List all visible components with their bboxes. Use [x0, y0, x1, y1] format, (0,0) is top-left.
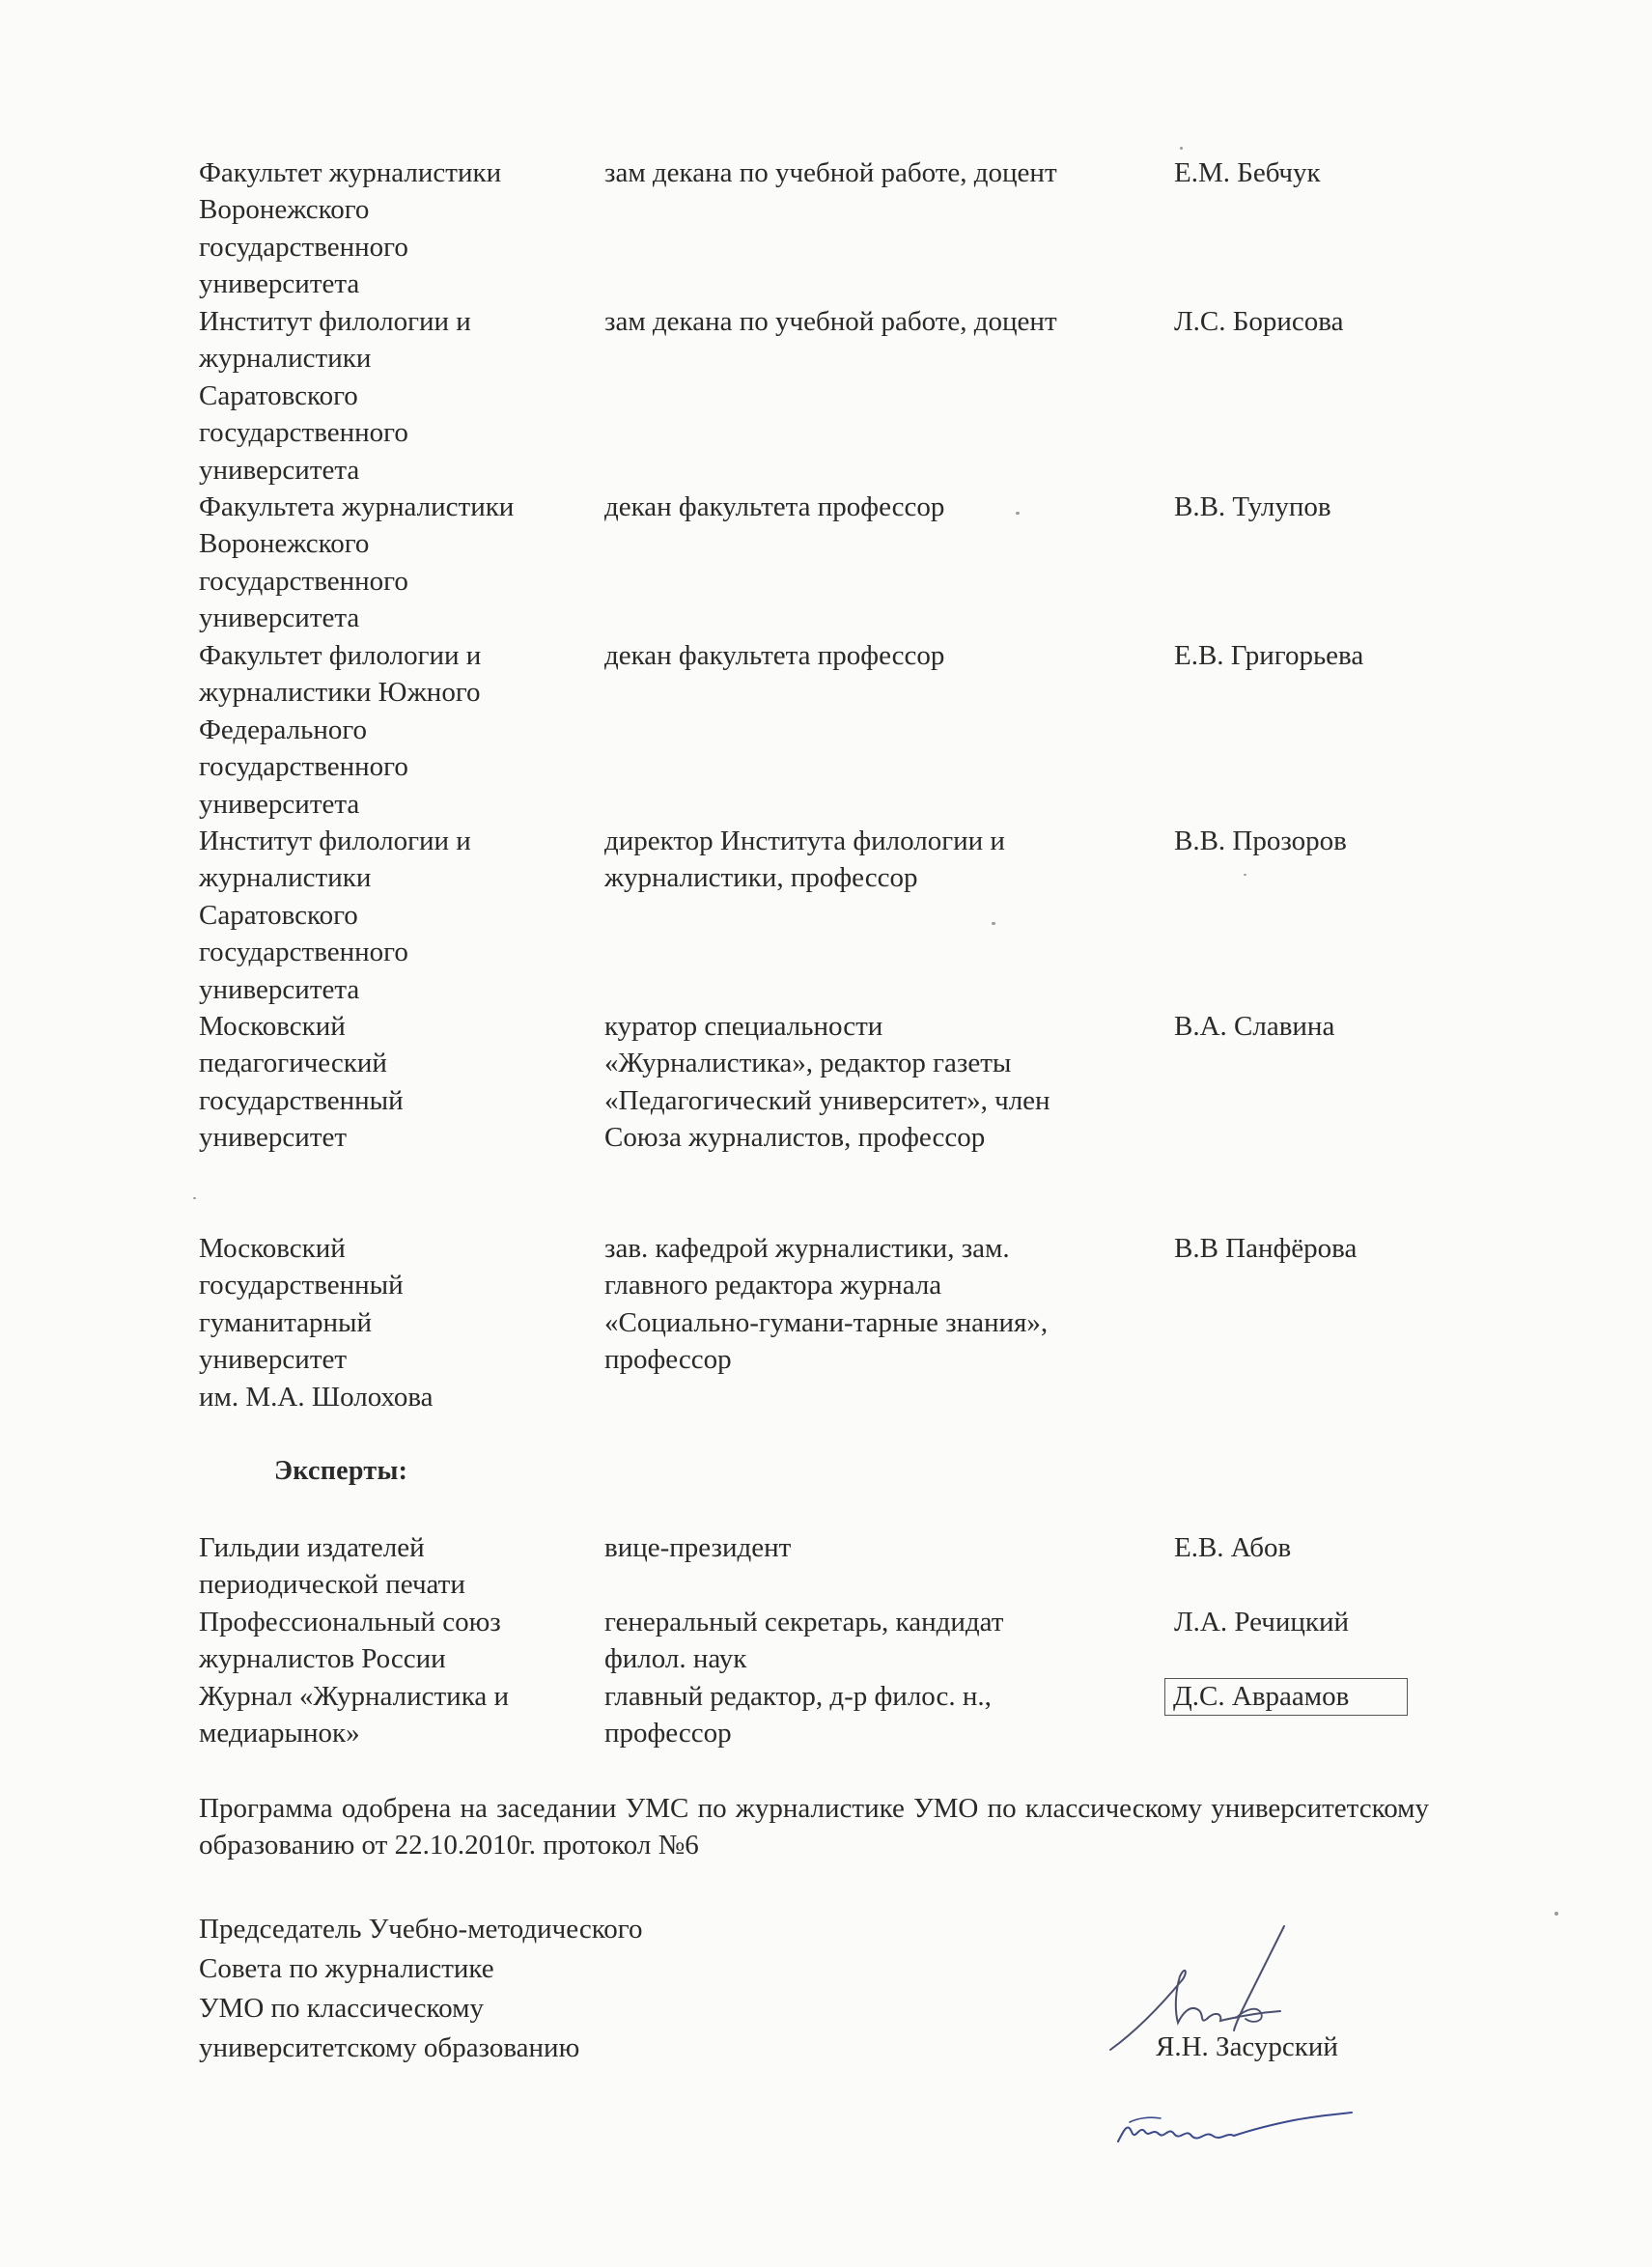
member-position: зам декана по учебной работе, доцент [604, 306, 1057, 337]
member-org: Московский государственный гуманитарный университет им. М.А. Шолохова [199, 1233, 434, 1413]
experts-list [199, 1529, 1454, 1752]
member-name: Е.В. Григорьева [1174, 640, 1364, 671]
member-position: директор Института филологии и журналистики, профессор [604, 826, 1005, 894]
member-position: декан факультета профессор [604, 640, 945, 671]
initials-signature-icon [1110, 2103, 1361, 2161]
member-org: Факультета журналистики Воронежского государственного университета [199, 491, 515, 634]
member-org: Институт филологии и журналистики Саратовского государственного университета [199, 826, 471, 1005]
member-org: Московский педагогический государственный университет [199, 1011, 404, 1154]
expert-org: Гильдии издателей периодической печати [199, 1532, 465, 1601]
expert-row [199, 1604, 1454, 1678]
signature-icon [1091, 1917, 1361, 2061]
member-row [199, 823, 1454, 1008]
member-org: Факультет филологии и журналистики Южного Федерального государственного университета [199, 640, 482, 820]
member-row [199, 1230, 1454, 1415]
member-name: В.В. Тулупов [1174, 491, 1331, 522]
expert-position: вице-президент [604, 1532, 792, 1563]
scan-speck [1244, 874, 1246, 876]
scan-speck [992, 922, 995, 925]
scan-speck [1554, 1912, 1558, 1916]
member-name: В.В. Прозоров [1174, 826, 1347, 856]
member-name: Л.С. Борисова [1174, 306, 1344, 337]
member-position: зам декана по учебной работе, доцент [604, 157, 1057, 188]
member-row [199, 1008, 1454, 1230]
expert-row [199, 1678, 1454, 1752]
member-row [199, 489, 1454, 637]
scan-speck [193, 1197, 196, 1199]
member-row [199, 154, 1454, 303]
expert-name-box [1174, 1678, 1408, 1752]
chair-title: Председатель Учебно-методического Совета по журналистике УМО по классическому университетскому образованию [199, 1914, 643, 2063]
member-row [199, 637, 1454, 823]
scan-speck [1180, 147, 1183, 150]
expert-position: главный редактор, д-р филос. н., профессор [604, 1681, 992, 1749]
member-position: куратор специальности «Журналистика», редактор газеты «Педагогический университет», член Союза журналистов, профессор [604, 1011, 1050, 1154]
approval-paragraph: Программа одобрена на заседании УМС по журналистике УМО по классическому университетскому образованию от 22.10.2010г. протокол №6 [199, 1793, 1429, 1861]
member-org: Институт филологии и журналистики Саратовского государственного университета [199, 306, 471, 486]
member-name: В.В Панфёрова [1174, 1233, 1358, 1264]
expert-org: Профессиональный союз журналистов России [199, 1607, 501, 1675]
expert-position: генеральный секретарь, кандидат филол. наук [604, 1607, 1004, 1675]
experts-heading: Эксперты: [274, 1456, 408, 1486]
member-name: В.А. Славина [1174, 1011, 1335, 1042]
expert-org: Журнал «Журналистика и медиарынок» [199, 1681, 509, 1749]
member-position: зав. кафедрой журналистики, зам. главного редактора журнала «Социально-гумани-тарные знания», профессор [604, 1233, 1049, 1376]
scan-speck [1016, 512, 1020, 515]
expert-row [199, 1529, 1454, 1604]
expert-name: Л.А. Речицкий [1174, 1607, 1350, 1637]
member-org: Факультет журналистики Воронежского государственного университета [199, 157, 502, 300]
expert-name: Д.С. Авраамов [1164, 1678, 1408, 1716]
members-list [199, 154, 1454, 1415]
member-name: Е.М. Бебчук [1174, 157, 1321, 188]
member-position: декан факультета профессор [604, 491, 945, 522]
expert-name: Е.В. Абов [1174, 1532, 1292, 1563]
chair-name: Я.Н. Засурский [1156, 2031, 1338, 2062]
member-row [199, 303, 1454, 489]
